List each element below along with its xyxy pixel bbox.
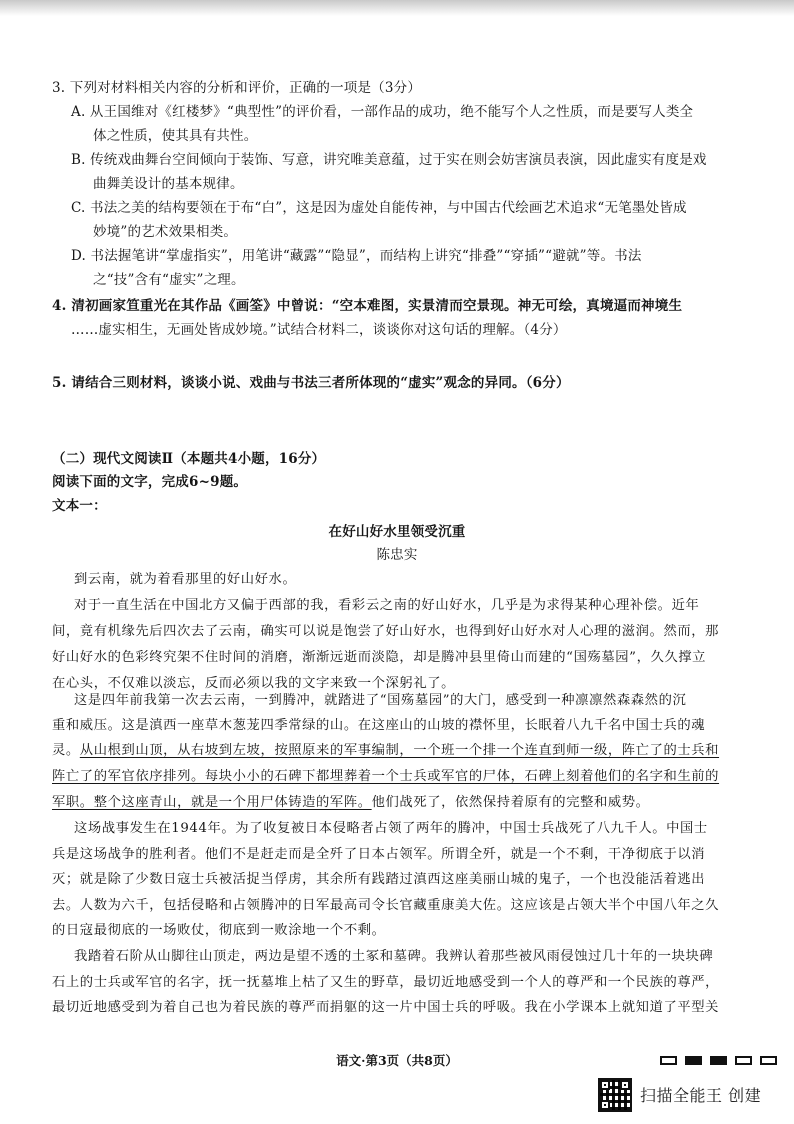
article-line: 兵是这场战争的胜利者。他们不是赶走而是全歼了日本占领军。所谓全歼，就是一个不剩，干净彻底于以消 bbox=[52, 847, 706, 862]
question-3-option-d-cont: 之“技”含有“虚实”之理。 bbox=[93, 272, 245, 288]
article-line: 间，竟有机缘先后四次去了云南，确实可以说是饱尝了好山好水，也得到好山好水对人心理的滋润。然而，那 bbox=[52, 624, 720, 639]
article-author: 陈忠实 bbox=[376, 547, 418, 563]
article-line: 对于一直生活在中国北方又偏于西部的我，看彩云之南的好山好水，几乎是为求得某种心理补偿。近年 bbox=[74, 598, 700, 613]
article-line-underlined bbox=[52, 793, 650, 813]
page-number: 语文·第3页（共8页） bbox=[336, 1053, 458, 1068]
page-mark-empty bbox=[735, 1056, 752, 1065]
question-3-option-c-cont: 妙境”的艺术效果相类。 bbox=[93, 224, 238, 240]
question-3-option-d: D. 书法握笔讲“掌虚指实”，用笔讲“藏露”“隐显”，而结构上讲究“排叠”“穿插”“避就”等。书法 bbox=[71, 248, 642, 264]
question-3-option-b-cont: 曲舞美设计的基本规律。 bbox=[93, 176, 244, 192]
question-3-stem: 3. 下列对材料相关内容的分析和评价，正确的一项是（3分） bbox=[52, 80, 422, 96]
article-line: 灭；就是除了少数日寇士兵被活捉当俘虏，其余所有践踏过滇西这座美丽山城的鬼子，一个也没能活着逃出 bbox=[52, 872, 706, 887]
page-marks bbox=[660, 1056, 777, 1065]
page-mark-empty bbox=[760, 1056, 777, 1065]
article-line-underlined bbox=[52, 741, 719, 761]
page-mark-filled bbox=[710, 1056, 727, 1065]
underlined-text: 军职。整个这座青山，就是一个用尸体铸造的军阵。 bbox=[52, 795, 372, 810]
article-line: 这场战事发生在1944年。为了收复被日本侵略者占领了两年的腾冲，中国士兵战死了八九千人。中国士 bbox=[74, 821, 708, 836]
article-line: 最切近地感受到为着自己也为着民族的尊严而捐躯的这一片中国士兵的呼吸。我在小学课本上就知道了平型关 bbox=[52, 1000, 720, 1015]
article-line: 在心头，不仅难以淡忘，反而必须以我的文字来致一个深躬礼了。 bbox=[52, 676, 456, 691]
text-label: 文本一： bbox=[52, 498, 107, 514]
question-4-line-2: ……虚实相生，无画处皆成妙境。”试结合材料二，谈谈你对这句话的理解。（4分） bbox=[71, 322, 567, 338]
question-5: 5. 请结合三则材料，谈谈小说、戏曲与书法三者所体现的“虚实”观念的异同。（6分） bbox=[52, 375, 570, 391]
article-line: 到云南，就为着看那里的好山好水。 bbox=[74, 572, 297, 587]
underlined-text: 从山根到山顶，从右坡到左坡，按照原来的军事编制，一个班一个排一个连直到师一级，阵亡了的士兵和 bbox=[79, 743, 720, 758]
article-title: 在好山好水里领受沉重 bbox=[328, 524, 466, 540]
article-line: 的日寇最彻底的一场败仗，彻底到一败涂地一个不剩。 bbox=[52, 923, 386, 938]
article-line: 好山好水的色彩终究架不住时间的消磨，渐渐远逝而淡隐，却是腾冲县里倚山而建的“国殇墓园”，久久撑立 bbox=[52, 650, 707, 665]
question-3-option-b: B. 传统戏曲舞台空间倾向于装饰、写意，讲究唯美意蕴，过于实在则会妨害演员表演，因此虚实有度是戏 bbox=[71, 152, 707, 168]
qr-code-icon bbox=[598, 1078, 632, 1112]
page-mark-empty bbox=[660, 1056, 677, 1065]
section-heading: （二）现代文阅读Ⅱ（本题共4小题，16分） bbox=[52, 451, 326, 467]
article-line-underlined: 阵亡了的军官依序排列。每块小小的石碑下都埋葬着一个士兵或军官的尸体，石碑上刻着他们的名字和生前的 bbox=[52, 769, 720, 784]
article-text: 灵。 bbox=[52, 743, 80, 758]
question-4-line-1: 4. 清初画家笪重光在其作品《画筌》中曾说：“空本难图，实景清而空景现。神无可绘，真境逼而神境生 bbox=[52, 298, 683, 314]
article-line: 这是四年前我第一次去云南，一到腾冲，就踏进了“国殇墓园”的大门，感受到一种凛凛然森森然的沉 bbox=[74, 693, 687, 708]
question-3-option-a-cont: 体之性质，使其具有共性。 bbox=[93, 128, 258, 144]
section-instruction: 阅读下面的文字，完成6~9题。 bbox=[52, 474, 248, 490]
article-line: 重和威压。这是滇西一座草木葱茏四季常绿的山。在这座山的山坡的襟怀里，长眠着八九千名中国士兵的魂 bbox=[52, 718, 706, 733]
page-mark-filled bbox=[685, 1056, 702, 1065]
article-line: 石上的士兵或军官的名字，抚一抚墓堆上枯了又生的野草，最切近地感受到一个人的尊严和一个民族的尊严， bbox=[52, 975, 720, 990]
question-3-option-a: A. 从王国维对《红楼梦》“典型性”的评价看，一部作品的成功，绝不能写个人之性质，而是要写人类全 bbox=[71, 104, 694, 120]
scanner-watermark: 扫描全能王 创建 bbox=[640, 1086, 762, 1105]
article-line: 我踏着石阶从山脚往山顶走，两边是望不透的土冢和墓碑。我辨认着那些被风雨侵蚀过几十年的一块块碑 bbox=[74, 949, 714, 964]
article-line: 去。人数为六千，包括侵略和占领腾冲的日军最高司令长官藏重康美大佐。这应该是占领大半个中国八年之久 bbox=[52, 898, 720, 913]
question-3-option-c: C. 书法之美的结构要领在于布“白”，这是因为虚处自能传神，与中国古代绘画艺术追求“无笔墨处皆成 bbox=[71, 200, 687, 216]
scan-shadow bbox=[0, 0, 794, 16]
article-text: 他们战死了，依然保持着原有的完整和威势。 bbox=[371, 795, 650, 810]
